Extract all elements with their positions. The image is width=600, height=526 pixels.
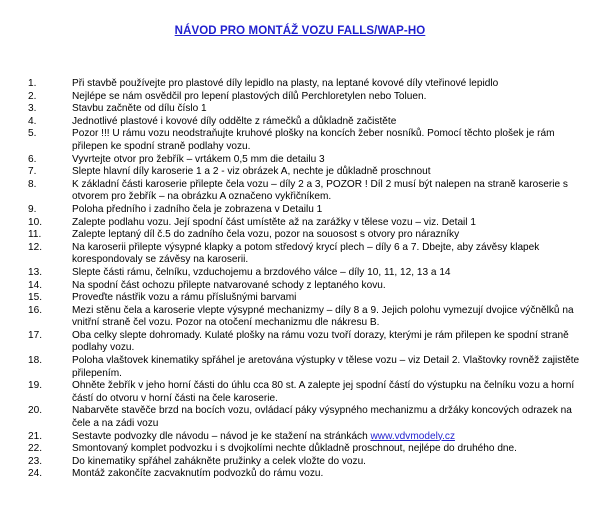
item-number: 7. <box>28 166 37 178</box>
list-item <box>0 128 600 153</box>
list-item <box>0 103 600 116</box>
item-number: 21. <box>28 430 43 442</box>
list-item <box>0 443 600 456</box>
item-number: 13. <box>28 266 43 278</box>
item-text: Poloha vlaštovek kinematiky spřáhel je aretována výstupky v tělese vozu – viz Detail 2. Vlaštovky rovněž zajistěte přilepením. <box>72 355 580 379</box>
item-number: 5. <box>28 128 37 140</box>
item-text: Na spodní část ochozu přilepte natvarované schody z leptaného kovu. <box>72 279 386 291</box>
item-number: 4. <box>28 115 37 127</box>
list-item <box>0 179 600 204</box>
item-text: Proveďte nástřik vozu a rámu příslušnými barvami <box>72 292 297 304</box>
instruction-list <box>0 78 600 481</box>
item-number: 1. <box>28 78 37 89</box>
item-text: Zalepte podlahu vozu. Její spodní část umístěte až na zarážky v tělese vozu – viz. Detail 1 <box>72 216 476 228</box>
item-text: Smontovaný komplet podvozku i s dvojkolími nechte důkladně proschnout, nejlépe do druhého dne. <box>72 443 517 455</box>
item-number: 8. <box>28 178 37 190</box>
list-item <box>0 330 600 355</box>
item-text: Montáž zakončíte zacvaknutím podvozků do rámu vozu. <box>72 468 324 480</box>
item-text: Sestavte podvozky dle návodu – návod je ke stažení na stránkách <box>72 430 371 442</box>
item-text: Na karoserii přilepte výsypné klapky a potom středový krycí plech – díly 6 a 7. Dbejte, aby závěsy klapek korespondovaly se závěsy na karoserii. <box>72 241 540 266</box>
list-item <box>0 154 600 167</box>
item-text-with-link <box>72 431 584 444</box>
item-number: 16. <box>28 304 43 316</box>
item-number: 3. <box>28 103 37 115</box>
list-item <box>0 267 600 280</box>
item-text: Vyvrtejte otvor pro žebřík – vrtákem 0,5 mm die detailu 3 <box>72 153 325 165</box>
item-number: 14. <box>28 279 43 291</box>
list-item <box>0 229 600 242</box>
website-link[interactable]: www.vdvmodely.cz <box>370 430 456 442</box>
item-text: Mezi stěnu čela a karoserie vlepte výsypné mechanizmy – díly 8 a 9. Jejich polohu vymezují dvojice výčnělků na vnitřní straně čel vozu. Pozor na otočení mechanizmu dle nákresu B. <box>72 304 574 329</box>
item-text: Zalepte leptaný díl č.5 do zadního čela vozu, pozor na souosost s otvory pro nárazníky <box>72 229 460 241</box>
item-number: 15. <box>28 292 43 304</box>
list-item <box>0 292 600 305</box>
list-item <box>0 166 600 179</box>
page-title: NÁVOD PRO MONTÁŽ VOZU FALLS/WAP-HO <box>174 25 426 37</box>
item-number: 18. <box>28 355 43 367</box>
item-text: Jednotlivé plastové i kovové díly oddělte z rámečků a důkladně začistěte <box>72 115 397 127</box>
list-item <box>0 405 600 430</box>
item-number: 23. <box>28 455 43 467</box>
list-item <box>0 355 600 380</box>
item-number: 2. <box>28 90 37 102</box>
list-item <box>0 242 600 267</box>
item-text: Nejlépe se nám osvědčil pro lepení plastových dílů Perchloretylen nebo Toluen. <box>72 90 427 102</box>
item-text: Pozor !!! U rámu vozu neodstraňujte kruhové plošky na koncích žeber nosníků. Pomocí těchto plošek je rám přilepen ke spodní straně podlahy vozu. <box>72 128 555 152</box>
item-number: 9. <box>28 203 37 215</box>
list-item <box>0 468 600 481</box>
list-item <box>0 280 600 293</box>
list-item <box>0 431 600 444</box>
item-number: 17. <box>28 329 43 341</box>
item-number: 19. <box>28 380 43 392</box>
list-item <box>0 380 600 405</box>
item-text: Ohněte žebřík v jeho horní části do úhlu cca 80 st. A zalepte jej spodní částí do výstupku na čelníku vozu a horní částí do otvoru v horní části na čele karoserie. <box>72 380 575 404</box>
item-text: K základní části karoserie přilepte čela vozu – díly 2 a 3, POZOR ! Díl 2 musí být nalepen na straně karoserie s otvorem pro žebřík – na obrázku A označeno vykřičníkem. <box>72 178 568 203</box>
item-text: Slepte části rámu, čelníku, vzduchojemu a brzdového válce – díly 10, 11, 12, 13 a 14 <box>72 266 451 278</box>
list-item <box>0 91 600 104</box>
list-item <box>0 217 600 230</box>
item-text: Slepte hlavní díly karoserie 1 a 2 - viz obrázek A, nechte je důkladně proschnout <box>72 166 431 178</box>
item-text: Poloha předního i zadního čela je zobrazena v Detailu 1 <box>72 203 323 215</box>
list-item <box>0 78 600 91</box>
item-text: Stavbu začněte od dílu číslo 1 <box>72 103 207 115</box>
item-number: 10. <box>28 216 43 228</box>
item-text: Při stavbě používejte pro plastové díly lepidlo na plasty, na leptané kovové díly vteřinové lepidlo <box>72 78 499 89</box>
item-number: 24. <box>28 468 43 480</box>
item-number: 12. <box>28 241 43 253</box>
list-item <box>0 116 600 129</box>
item-text: Oba celky slepte dohromady. Kulaté plošky na rámu vozu tvoří dorazy, kterými je rám přilepen ke spodní straně podlahy vozu. <box>72 329 569 354</box>
list-item <box>0 204 600 217</box>
item-number: 20. <box>28 405 43 417</box>
list-item <box>0 456 600 469</box>
item-number: 22. <box>28 443 43 455</box>
item-number: 11. <box>28 229 42 241</box>
item-number: 6. <box>28 153 37 165</box>
list-item <box>0 305 600 330</box>
item-text: Do kinematiky spřáhel zahákněte pružinky a celek vložte do vozu. <box>72 455 366 467</box>
item-text: Nabarvěte stavěče brzd na bocích vozu, ovládací páky výsypného mechanizmu a držáky koncových odrazek na čele a na zádi vozu <box>72 405 572 430</box>
